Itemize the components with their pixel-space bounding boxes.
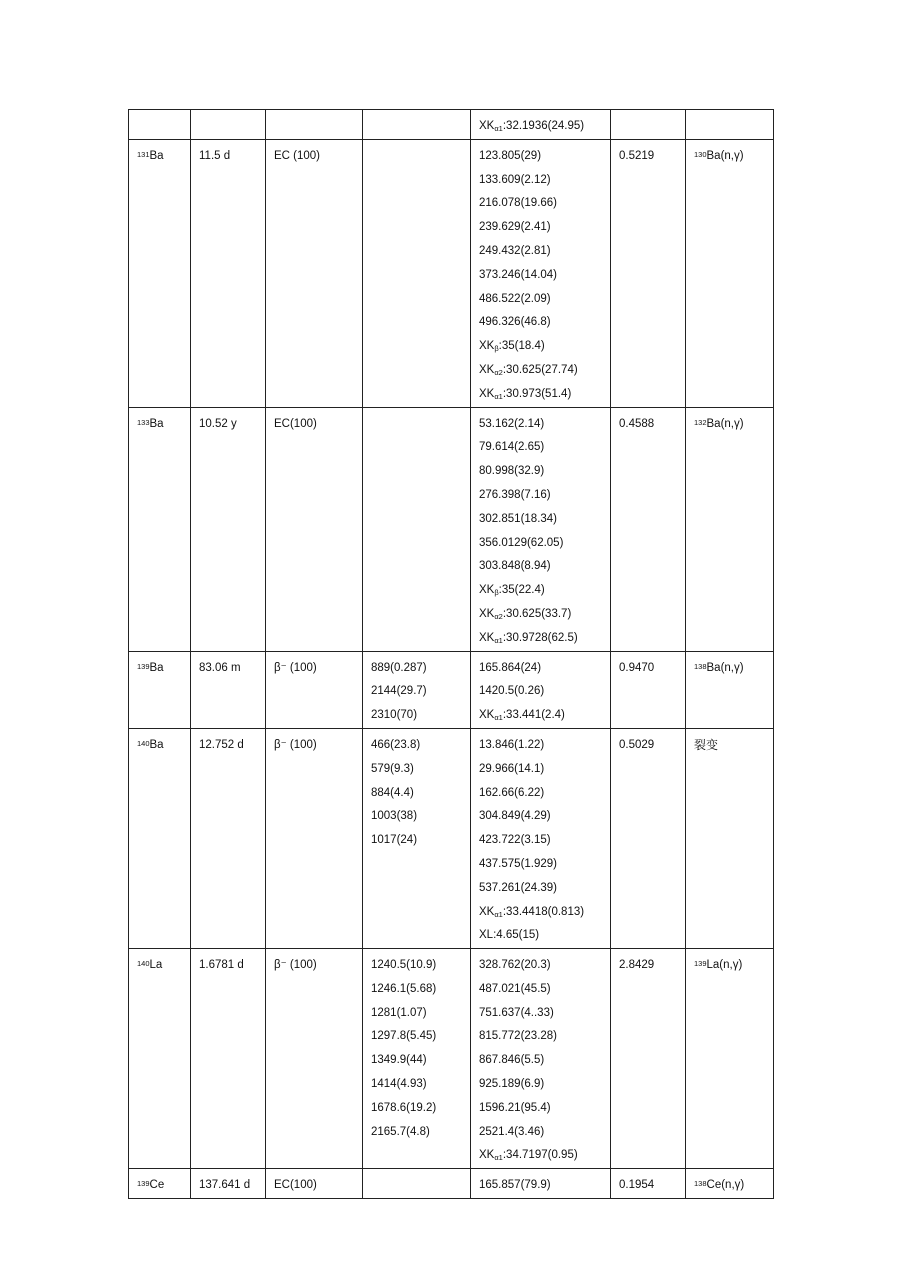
gamma-line-prefix: 276.398(7.16) <box>479 488 551 501</box>
nuclide-mass-number: 140 <box>137 738 150 748</box>
beta-energy-line <box>371 680 470 704</box>
gamma-line <box>479 1174 610 1198</box>
gamma-line-value: :33.441(2.4) <box>502 709 565 722</box>
gamma-line-prefix: 423.722(3.15) <box>479 834 551 847</box>
nuclide-mass-number: 140 <box>137 959 150 969</box>
gamma-lines-cell <box>471 1169 611 1199</box>
table-row <box>129 651 774 728</box>
gamma-line <box>479 359 610 383</box>
beta-energy-line <box>371 805 470 829</box>
gamma-line-prefix: 356.0129(62.05) <box>479 536 564 549</box>
gamma-line-prefix: 303.848(8.94) <box>479 560 551 573</box>
gamma-lines-cell <box>471 139 611 407</box>
beta-energies-cell <box>363 139 471 407</box>
production-reaction: Ba(n,γ) <box>706 417 744 430</box>
beta-energy-text: 1297.8(5.45) <box>371 1030 437 1043</box>
production-mass-number: 139 <box>694 959 707 969</box>
beta-energy-line <box>371 704 470 728</box>
nuclide-data-table <box>128 109 774 1199</box>
gamma-line-subscript: α1 <box>494 391 503 401</box>
gamma-line-value: :30.625(33.7) <box>502 607 572 620</box>
beta-energy-line <box>371 1073 470 1097</box>
gamma-lines-cell <box>471 651 611 728</box>
gamma-line <box>479 413 610 437</box>
gamma-line-prefix: 496.326(46.8) <box>479 316 551 329</box>
nuclide-mass-number: 131 <box>137 149 150 159</box>
table-row <box>129 110 774 140</box>
gamma-line-value: :30.9728(62.5) <box>502 631 578 644</box>
gamma-line <box>479 734 610 758</box>
production-mass-number: 132 <box>694 417 707 427</box>
beta-energy-text: 579(9.3) <box>371 762 414 775</box>
gamma-lines-cell <box>471 110 611 140</box>
production-mass-number: 130 <box>694 149 707 159</box>
production-reaction: La(n,γ) <box>706 959 743 972</box>
gamma-line-prefix: XK <box>479 584 495 597</box>
gamma-line-prefix: 2521.4(3.46) <box>479 1125 545 1138</box>
gamma-line-subscript: α1 <box>494 1153 503 1163</box>
value-cell <box>611 651 686 728</box>
gamma-line-prefix: XK <box>479 387 495 400</box>
gamma-line-subscript: α2 <box>494 611 503 621</box>
beta-energy-text: 1240.5(10.9) <box>371 959 437 972</box>
gamma-line <box>479 192 610 216</box>
gamma-line-prefix: 751.637(4..33) <box>479 1006 554 1019</box>
production-cell <box>686 139 774 407</box>
gamma-line-subscript: α1 <box>494 713 503 723</box>
gamma-line-prefix: XK <box>479 607 495 620</box>
gamma-line <box>479 579 610 603</box>
half-life-cell <box>191 728 266 948</box>
decay-mode-value: EC (100) <box>274 149 321 162</box>
beta-energies-cell <box>363 728 471 948</box>
gamma-line <box>479 1002 610 1026</box>
gamma-line <box>479 1049 610 1073</box>
production-cell <box>686 728 774 948</box>
gamma-line <box>479 1097 610 1121</box>
gamma-line-prefix: XK <box>479 709 495 722</box>
gamma-line <box>479 603 610 627</box>
gamma-line-prefix: 1596.21(95.4) <box>479 1101 551 1114</box>
beta-energy-text: 1017(24) <box>371 834 418 847</box>
gamma-line <box>479 1073 610 1097</box>
gamma-line-prefix: XK <box>479 631 495 644</box>
numeric-value: 2.8429 <box>619 959 655 972</box>
gamma-line-prefix: XK <box>479 363 495 376</box>
gamma-line-prefix: 437.575(1.929) <box>479 857 558 870</box>
half-life-cell <box>191 407 266 651</box>
nuclide-symbol: Ba <box>149 149 164 162</box>
gamma-line-prefix: 133.609(2.12) <box>479 173 551 186</box>
production-mass-number: 138 <box>694 1179 707 1189</box>
gamma-line-prefix: 29.966(14.1) <box>479 762 545 775</box>
gamma-line-prefix: 328.762(20.3) <box>479 959 551 972</box>
gamma-line-prefix: 162.66(6.22) <box>479 786 545 799</box>
beta-energy-text: 2165.7(4.8) <box>371 1125 430 1138</box>
gamma-line-prefix: XK <box>479 340 495 353</box>
table-row <box>129 1169 774 1199</box>
gamma-line <box>479 1144 610 1168</box>
gamma-lines-cell <box>471 407 611 651</box>
gamma-line <box>479 335 610 359</box>
beta-energy-line <box>371 782 470 806</box>
beta-energies-cell <box>363 651 471 728</box>
gamma-line-prefix: 302.851(18.34) <box>479 512 558 525</box>
nuclide-symbol: Ce <box>149 1179 165 1192</box>
gamma-line-prefix: 239.629(2.41) <box>479 221 551 234</box>
gamma-line <box>479 877 610 901</box>
beta-energy-line <box>371 1097 470 1121</box>
half-life-cell <box>191 110 266 140</box>
gamma-line <box>479 758 610 782</box>
value-cell <box>611 1169 686 1199</box>
gamma-line <box>479 508 610 532</box>
table-row <box>129 139 774 407</box>
value-cell <box>611 139 686 407</box>
gamma-line <box>479 901 610 925</box>
gamma-line <box>479 484 610 508</box>
half-life-value: 1.6781 d <box>199 959 244 972</box>
numeric-value: 0.1954 <box>619 1179 655 1192</box>
numeric-value: 0.9470 <box>619 661 655 674</box>
beta-energy-line <box>371 1049 470 1073</box>
beta-energy-text: 1003(38) <box>371 810 418 823</box>
gamma-line-value: :35(18.4) <box>498 340 545 353</box>
gamma-line <box>479 704 610 728</box>
production-reaction: Ba(n,γ) <box>706 149 744 162</box>
numeric-value: 0.5029 <box>619 738 655 751</box>
gamma-line-prefix: XK <box>479 1149 495 1162</box>
gamma-line-prefix: 13.846(1.22) <box>479 738 545 751</box>
beta-energy-text: 2144(29.7) <box>371 685 427 698</box>
gamma-line-subscript: α2 <box>494 367 503 377</box>
value-cell <box>611 728 686 948</box>
gamma-line-prefix: 1420.5(0.26) <box>479 685 545 698</box>
nuclide-symbol: Ba <box>149 661 164 674</box>
gamma-line-prefix: 925.189(6.9) <box>479 1078 545 1091</box>
decay-mode-cell <box>266 139 363 407</box>
gamma-line-prefix: 80.998(32.9) <box>479 465 545 478</box>
decay-mode-cell <box>266 949 363 1169</box>
gamma-line <box>479 805 610 829</box>
gamma-line <box>479 924 610 948</box>
nuclide-mass-number: 139 <box>137 661 150 671</box>
beta-energies-cell <box>363 407 471 651</box>
beta-energy-line <box>371 758 470 782</box>
gamma-line-subscript: α1 <box>494 124 503 133</box>
table-row <box>129 949 774 1169</box>
half-life-cell <box>191 949 266 1169</box>
beta-energy-text: 1281(1.07) <box>371 1006 427 1019</box>
gamma-line <box>479 853 610 877</box>
beta-energies-cell <box>363 110 471 140</box>
value-cell <box>611 407 686 651</box>
gamma-lines-cell <box>471 728 611 948</box>
table-row <box>129 728 774 948</box>
gamma-line-prefix: XK <box>479 905 495 918</box>
nuclide-symbol: La <box>149 959 163 972</box>
gamma-line <box>479 1121 610 1145</box>
decay-mode-value: β⁻ (100) <box>274 661 317 674</box>
gamma-line-prefix: 123.805(29) <box>479 149 542 162</box>
gamma-line <box>479 680 610 704</box>
nuclide-cell <box>129 651 191 728</box>
gamma-line-subscript: β <box>494 588 499 598</box>
gamma-line-prefix: 487.021(45.5) <box>479 982 551 995</box>
half-life-cell <box>191 1169 266 1199</box>
gamma-line <box>479 460 610 484</box>
production-cell <box>686 110 774 140</box>
nuclide-cell <box>129 728 191 948</box>
beta-energies-cell <box>363 1169 471 1199</box>
gamma-line <box>479 216 610 240</box>
production-mass-number: 138 <box>694 661 707 671</box>
beta-energy-line <box>371 1025 470 1049</box>
decay-mode-value: β⁻ (100) <box>274 959 317 972</box>
gamma-line-prefix: 815.772(23.28) <box>479 1030 558 1043</box>
gamma-line-value: :34.7197(0.95) <box>502 1149 578 1162</box>
numeric-value: 0.4588 <box>619 417 655 430</box>
beta-energy-line <box>371 657 470 681</box>
nuclide-mass-number: 133 <box>137 417 150 427</box>
decay-mode-cell <box>266 651 363 728</box>
gamma-line <box>479 978 610 1002</box>
gamma-line-prefix: XK <box>479 120 495 132</box>
gamma-line <box>479 288 610 312</box>
gamma-line-prefix: 249.432(2.81) <box>479 244 551 257</box>
beta-energy-line <box>371 734 470 758</box>
production-cell <box>686 651 774 728</box>
beta-energy-text: 1349.9(44) <box>371 1054 427 1067</box>
gamma-line-prefix: 867.846(5.5) <box>479 1054 545 1067</box>
nuclide-cell <box>129 949 191 1169</box>
half-life-value: 10.52 y <box>199 417 237 430</box>
half-life-cell <box>191 139 266 407</box>
gamma-line-prefix: 304.849(4.29) <box>479 810 551 823</box>
nuclide-cell <box>129 1169 191 1199</box>
gamma-line <box>479 954 610 978</box>
half-life-value: 11.5 d <box>199 149 231 162</box>
gamma-line <box>479 555 610 579</box>
decay-mode-cell <box>266 110 363 140</box>
production-reaction: Ba(n,γ) <box>706 661 744 674</box>
gamma-line <box>479 311 610 335</box>
half-life-value: 12.752 d <box>199 738 244 751</box>
gamma-line <box>479 240 610 264</box>
production-cell <box>686 949 774 1169</box>
beta-energies-cell <box>363 949 471 1169</box>
gamma-line-prefix: 165.864(24) <box>479 661 542 674</box>
gamma-line-prefix: 537.261(24.39) <box>479 881 558 894</box>
production-reaction: 裂变 <box>694 737 719 752</box>
gamma-lines-cell <box>471 949 611 1169</box>
decay-mode-value: EC(100) <box>274 417 317 430</box>
table-body <box>129 110 774 1199</box>
gamma-line <box>479 532 610 556</box>
gamma-line-subscript: β <box>494 344 499 354</box>
beta-energy-text: 2310(70) <box>371 709 418 722</box>
gamma-line <box>479 115 610 139</box>
gamma-line <box>479 145 610 169</box>
gamma-line <box>479 1025 610 1049</box>
gamma-line-value: :33.4418(0.813) <box>502 905 585 918</box>
half-life-cell <box>191 651 266 728</box>
production-cell <box>686 407 774 651</box>
nuclide-cell <box>129 407 191 651</box>
nuclide-cell <box>129 139 191 407</box>
decay-mode-cell <box>266 407 363 651</box>
gamma-line-prefix: 216.078(19.66) <box>479 197 558 210</box>
beta-energy-text: 466(23.8) <box>371 738 421 751</box>
gamma-line-prefix: 53.162(2.14) <box>479 417 545 430</box>
nuclide-cell <box>129 110 191 140</box>
gamma-line-subscript: α1 <box>494 909 503 919</box>
gamma-line-prefix: XL:4.65(15) <box>479 929 540 942</box>
gamma-line-prefix: 486.522(2.09) <box>479 292 551 305</box>
value-cell <box>611 949 686 1169</box>
gamma-line <box>479 383 610 407</box>
beta-energy-text: 1414(4.93) <box>371 1078 427 1091</box>
decay-mode-cell <box>266 728 363 948</box>
gamma-line <box>479 782 610 806</box>
production-reaction: Ce(n,γ) <box>706 1179 745 1192</box>
nuclide-symbol: Ba <box>149 417 164 430</box>
gamma-line-subscript: α1 <box>494 635 503 645</box>
half-life-value: 137.641 d <box>199 1179 251 1192</box>
gamma-line-value: :30.973(51.4) <box>502 387 572 400</box>
decay-mode-cell <box>266 1169 363 1199</box>
production-cell <box>686 1169 774 1199</box>
gamma-line-value: :30.625(27.74) <box>502 363 578 376</box>
gamma-line <box>479 829 610 853</box>
beta-energy-line <box>371 978 470 1002</box>
gamma-line-prefix: 373.246(14.04) <box>479 268 558 281</box>
table-row <box>129 407 774 651</box>
nuclide-symbol: Ba <box>149 738 164 751</box>
beta-energy-text: 889(0.287) <box>371 661 427 674</box>
beta-energy-line <box>371 1121 470 1145</box>
gamma-line-value: :35(22.4) <box>498 584 545 597</box>
gamma-line-prefix: 165.857(79.9) <box>479 1179 551 1192</box>
decay-mode-value: EC(100) <box>274 1179 317 1192</box>
beta-energy-text: 884(4.4) <box>371 786 414 799</box>
gamma-line <box>479 657 610 681</box>
beta-energy-line <box>371 1002 470 1026</box>
beta-energy-line <box>371 954 470 978</box>
gamma-line <box>479 436 610 460</box>
half-life-value: 83.06 m <box>199 661 241 674</box>
gamma-line <box>479 264 610 288</box>
value-cell <box>611 110 686 140</box>
beta-energy-text: 1678.6(19.2) <box>371 1101 437 1114</box>
gamma-line-prefix: 79.614(2.65) <box>479 441 545 454</box>
beta-energy-text: 1246.1(5.68) <box>371 982 437 995</box>
gamma-line-value: :32.1936(24.95) <box>502 120 585 132</box>
nuclide-mass-number: 139 <box>137 1179 150 1189</box>
numeric-value: 0.5219 <box>619 149 655 162</box>
decay-mode-value: β⁻ (100) <box>274 738 317 751</box>
gamma-line <box>479 627 610 651</box>
beta-energy-line <box>371 829 470 853</box>
gamma-line <box>479 169 610 193</box>
